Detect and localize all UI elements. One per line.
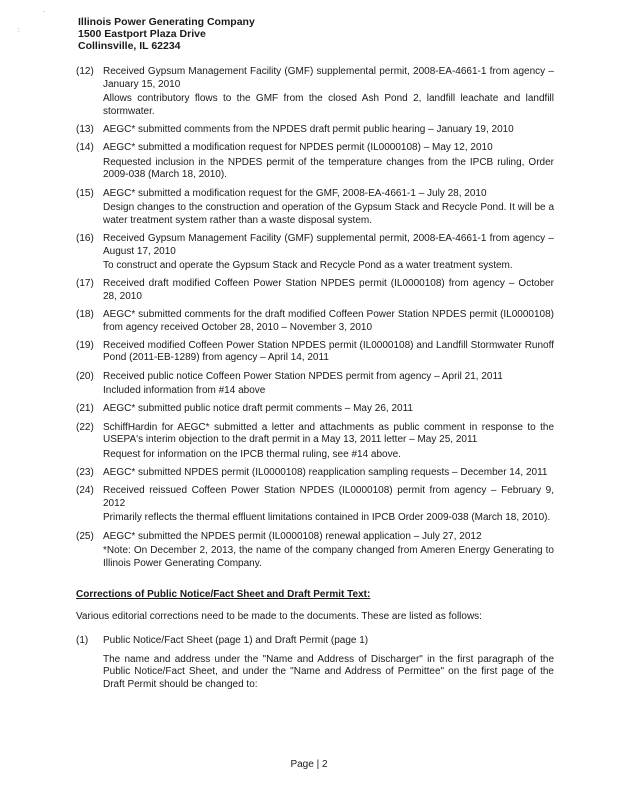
list-item xyxy=(76,124,554,137)
item-detail: Design changes to the construction and operation of the Gypsum Stack and Recycle Pond. It will be a water treatment system rather than a waste disposal system. xyxy=(103,202,554,226)
item-text: Received Gypsum Management Facility (GMF) supplemental permit, 2008-EA-4661-1 from agency – August 17, 2010 xyxy=(103,232,554,257)
item-number: (21) xyxy=(76,403,94,415)
item-number: (16) xyxy=(76,232,94,244)
item-text: Received public notice Coffeen Power Station NPDES permit from agency – April 21, 2011 xyxy=(103,370,503,382)
list-item xyxy=(76,340,554,365)
page-number: Page | 2 xyxy=(290,759,328,770)
item-number: (20) xyxy=(76,370,94,382)
item-text: AEGC* submitted comments for the draft modified Coffeen Power Station NPDES permit (IL0000108) from agency received October 28, 2010 – November 3, 2010 xyxy=(103,309,554,333)
company-city: Collinsville, IL 62234 xyxy=(78,40,181,52)
list-item xyxy=(76,422,554,462)
item-text: AEGC* submitted the NPDES permit (IL0000108) renewal application – July 27, 2012 xyxy=(103,530,482,542)
item-number: (24) xyxy=(76,485,94,497)
item-detail: Included information from #14 above xyxy=(103,385,266,397)
item-text: Received draft modified Coffeen Power Station NPDES permit (IL0000108) from agency – October 28, 2010 xyxy=(103,278,554,302)
list-item xyxy=(76,371,554,398)
corrections-heading: Corrections of Public Notice/Fact Sheet and Draft Permit Text: xyxy=(76,589,371,600)
chronology-list xyxy=(76,66,554,576)
margin-mark: . xyxy=(43,8,45,14)
letterhead xyxy=(78,16,255,52)
list-item xyxy=(76,66,554,118)
item-number: (12) xyxy=(76,66,94,77)
company-name: Illinois Power Generating Company xyxy=(78,16,255,28)
company-street: 1500 Eastport Plaza Drive xyxy=(78,28,206,40)
item-number: (13) xyxy=(76,123,94,135)
item-detail: Allows contributory flows to the GMF from the closed Ash Pond 2, landfill leachate and landfill stormwater. xyxy=(103,93,554,117)
list-item xyxy=(76,188,554,228)
item-number: (14) xyxy=(76,142,94,154)
item-text: SchiffHardin for AEGC* submitted a letter and attachments as public comment in response to the USEPA's interim objection to the draft permit in a May 13, 2011 letter – May 25, 2011 xyxy=(103,421,554,446)
list-item xyxy=(76,233,554,273)
item-detail: Requested inclusion in the NPDES permit of the temperature changes from the IPCB ruling, Order 2009-038 (March 18, 2010). xyxy=(103,156,554,181)
item-text: Received reissued Coffeen Power Station NPDES (IL0000108) permit from agency – February 9, 2012 xyxy=(103,485,554,509)
item-detail: *Note: On December 2, 2013, the name of the company changed from Ameren Energy Generating to Illinois Power Generating Company. xyxy=(103,545,554,569)
item-detail: To construct and operate the Gypsum Stack and Recycle Pond as a water treatment system. xyxy=(103,260,513,272)
item-number: (18) xyxy=(76,309,94,321)
item-number: (23) xyxy=(76,466,94,478)
item-text: Received modified Coffeen Power Station NPDES permit (IL0000108) and Landfill Stormwater Runoff Pond (2011-EB-1289) from agency – April 14, 2011 xyxy=(103,339,554,364)
item-text: AEGC* submitted public notice draft permit comments – May 26, 2011 xyxy=(103,403,413,415)
item-detail: Primarily reflects the thermal effluent limitations contained in IPCB Order 2009-038 (March 18, 2010). xyxy=(103,512,551,524)
correction-item xyxy=(76,635,554,701)
item-number: (19) xyxy=(76,339,94,351)
correction-description: The name and address under the "Name and Address of Discharger" in the first paragraph of the Public Notice/Fact Sheet, and under the "Name and Address of Permittee" on the first page of the Draft Permit should be changed to: xyxy=(103,653,554,690)
item-text: AEGC* submitted a modification request for the GMF, 2008-EA-4661-1 – July 28, 2010 xyxy=(103,187,487,199)
item-number: (25) xyxy=(76,530,94,542)
item-number: (15) xyxy=(76,187,94,199)
list-item xyxy=(76,485,554,525)
item-detail: Request for information on the IPCB thermal ruling, see #14 above. xyxy=(103,448,401,460)
list-item xyxy=(76,309,554,334)
list-item xyxy=(76,467,554,480)
list-item xyxy=(76,142,554,182)
list-item xyxy=(76,531,554,571)
item-text: AEGC* submitted NPDES permit (IL0000108) reapplication sampling requests – December 14, 2011 xyxy=(103,466,548,478)
list-item xyxy=(76,278,554,303)
correction-title: Public Notice/Fact Sheet (page 1) and Draft Permit (page 1) xyxy=(103,635,369,646)
correction-number: (1) xyxy=(76,635,89,646)
item-number: (17) xyxy=(76,278,94,290)
corrections-intro: Various editorial corrections need to be made to the documents. These are listed as follows: xyxy=(76,611,482,622)
list-item xyxy=(76,403,554,416)
item-text: AEGC* submitted a modification request for NPDES permit (IL0000108) – May 12, 2010 xyxy=(103,142,493,154)
margin-mark: : xyxy=(18,28,20,34)
item-text: Received Gypsum Management Facility (GMF) supplemental permit, 2008-EA-4661-1 from agency – January 15, 2010 xyxy=(103,66,554,90)
item-number: (22) xyxy=(76,421,94,433)
item-text: AEGC* submitted comments from the NPDES draft permit public hearing – January 19, 2010 xyxy=(103,123,514,135)
